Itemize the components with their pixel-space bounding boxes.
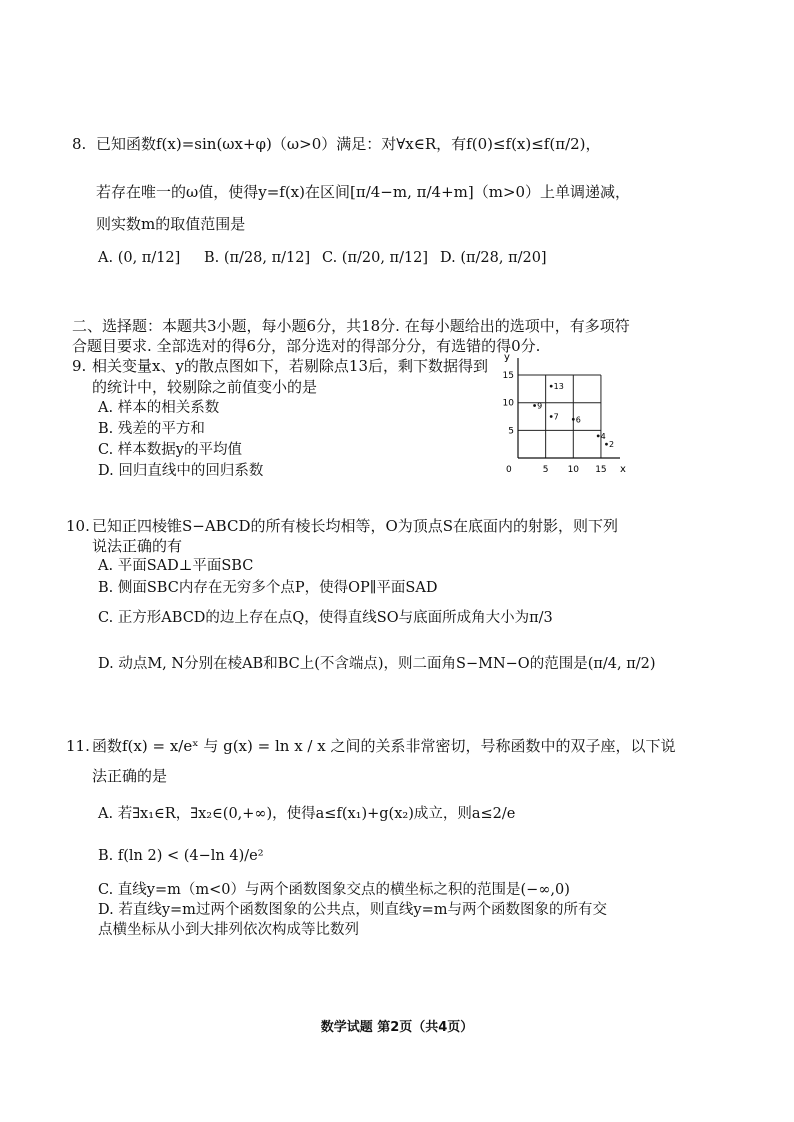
y-tick-label: 10 [502, 398, 514, 409]
q11-number: 11. [66, 737, 90, 755]
plot-tick-labels [503, 352, 626, 475]
scatter-point [597, 434, 600, 437]
plot-axes [518, 358, 620, 458]
x-tick-label: 10 [567, 465, 580, 475]
section2-line1: 二、选择题：本题共3小题，每小题6分，共18分. 在每小题给出的选项中，有多项符 [72, 317, 630, 335]
point-label: 13 [553, 382, 564, 392]
q10-option-d: D. 动点M, N分别在棱AB和BC上(不含端点)，则二面角S−MN−O的范围是(π/4, π/2) [98, 656, 656, 672]
q11-option-c: C. 直线y=m（m<0）与两个函数图象交点的横坐标之积的范围是(−∞,0) [98, 882, 570, 898]
q8-line2: 若存在唯一的ω值，使得y=f(x)在区间[π/4−m, π/4+m]（m>0）上单调递减， [96, 183, 631, 201]
q9-option-a: A. 样本的相关系数 [98, 400, 220, 416]
q11-option-d: D. 若直线y=m过两个函数图象的公共点，则直线y=m与两个函数图象的所有交 [98, 902, 608, 918]
scatter-point [572, 418, 575, 421]
scatter-point [533, 404, 536, 407]
section2-line2: 合题目要求. 全部选对的得6分，部分选对的得部分分，有选错的得0分. [72, 337, 541, 355]
q10-option-a: A. 平面SAD⊥平面SBC [98, 558, 254, 574]
q10-line2: 说法正确的有 [92, 537, 183, 555]
y-tick-label: 15 [502, 371, 514, 382]
y-tick-label: 5 [508, 426, 514, 437]
q10-option-b: B. 侧面SBC内存在无穷多个点P，使得OP∥平面SAD [98, 580, 438, 596]
q8-option-b: B. (π/28, π/12] [204, 250, 311, 266]
q9-option-b: B. 残差的平方和 [98, 421, 205, 437]
point-label: 7 [553, 412, 559, 422]
q9-number: 9. [72, 357, 87, 375]
q10-number: 10. [66, 517, 90, 535]
point-label: 6 [575, 415, 581, 425]
q9-option-d: D. 回归直线中的回归系数 [98, 463, 264, 479]
x-axis-label: x [620, 464, 626, 475]
q9-line1: 相关变量x、y的散点图如下，若剔除点13后，剩下数据得到 [92, 357, 489, 375]
point-label: 4 [600, 431, 606, 441]
q8-number: 8. [72, 135, 87, 153]
page-footer: 数学试题 第2页（共4页） [320, 1020, 474, 1035]
scatter-point [550, 385, 553, 388]
scatter-point [550, 415, 553, 418]
y-axis-label: y [504, 352, 510, 363]
q8-line3: 则实数m的取值范围是 [96, 215, 246, 233]
q10-option-c: C. 正方形ABCD的边上存在点Q，使得直线SO与底面所成角大小为π/3 [98, 610, 553, 626]
q11-option-a: A. 若∃x₁∈R，∃x₂∈(0,+∞)，使得a≤f(x₁)+g(x₂)成立，则a≤2/e [98, 806, 516, 822]
x-tick-label: 5 [542, 465, 549, 475]
scatter-point [605, 443, 608, 446]
q11-line1: 函数f(x) = x/eˣ 与 g(x) = ln x / x 之间的关系非常密切，号称函数中的双子座，以下说 [92, 737, 676, 755]
q11-option-b: B. f(ln 2) < (4−ln 4)/e² [98, 848, 264, 864]
q8-option-a: A. (0, π/12] [98, 250, 181, 266]
scatter-plot [496, 350, 626, 475]
origin-label: 0 [506, 465, 512, 475]
q8-line1: 已知函数f(x)=sin(ωx+φ)（ω>0）满足：对∀x∈R，有f(0)≤f(x)≤f(π/2)， [96, 135, 601, 153]
q9-line2: 的统计中，较剔除之前值变小的是 [92, 378, 318, 396]
q11-line2: 法正确的是 [92, 767, 168, 785]
x-tick-label: 15 [595, 465, 607, 475]
point-label: 9 [537, 401, 543, 411]
q9-option-c: C. 样本数据y的平均值 [98, 442, 242, 458]
q10-line1: 已知正四棱锥S−ABCD的所有棱长均相等，O为顶点S在底面内的射影，则下列 [92, 517, 619, 535]
q8-option-d: D. (π/28, π/20] [440, 250, 547, 266]
point-label: 2 [608, 440, 615, 450]
q8-option-c: C. (π/20, π/12] [322, 250, 429, 266]
q11-option-d-cont: 点横坐标从小到大排列依次构成等比数列 [98, 922, 359, 938]
